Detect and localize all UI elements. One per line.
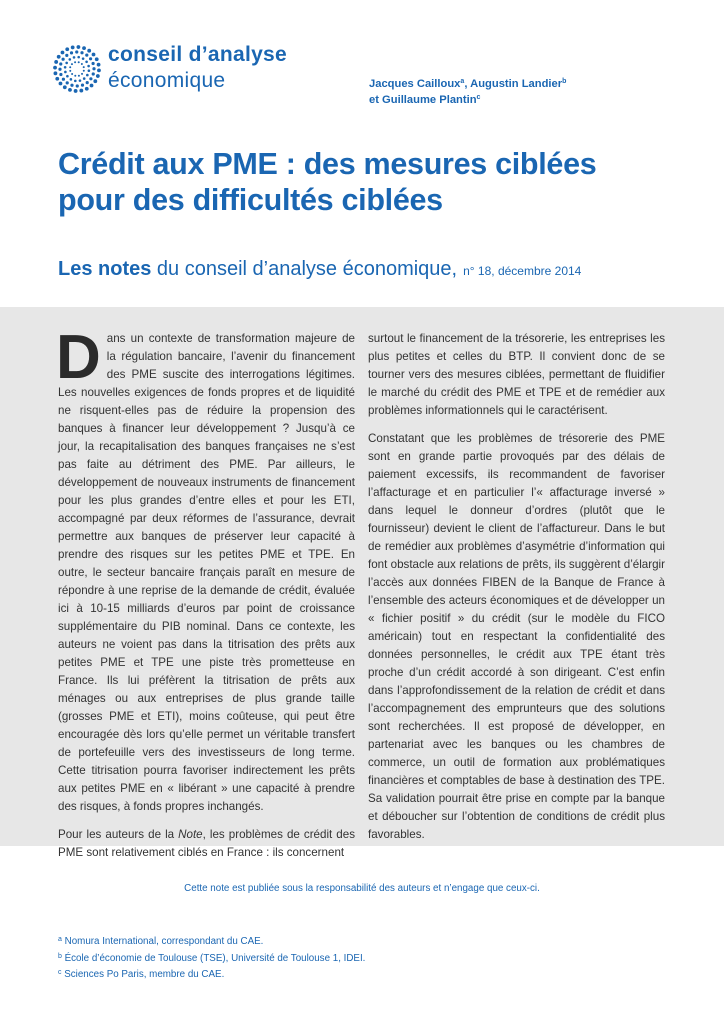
logo-dot bbox=[95, 57, 99, 61]
series-heading bbox=[58, 258, 581, 281]
footnote bbox=[58, 934, 365, 951]
footnotes bbox=[58, 934, 365, 984]
logo-dot bbox=[78, 75, 80, 77]
logo-dot bbox=[62, 58, 65, 61]
logo-dot bbox=[73, 56, 76, 59]
logo-dot bbox=[74, 80, 77, 83]
logo-dot bbox=[93, 79, 97, 83]
responsibility-notice: Cette note est publiée sous la responsabilité des auteurs et n’engage que ceux-ci. bbox=[184, 883, 540, 894]
logo-dot bbox=[83, 77, 86, 80]
logo-dot bbox=[54, 60, 58, 64]
brand-logotype bbox=[108, 44, 287, 91]
logo-dot bbox=[86, 81, 89, 84]
logo-dot bbox=[81, 73, 83, 75]
logo-dot bbox=[76, 84, 79, 87]
footnote-mark: a bbox=[58, 936, 62, 943]
authors-line-2 bbox=[369, 92, 566, 108]
author-affiliation-mark: a bbox=[460, 78, 465, 85]
footnote-mark: c bbox=[58, 969, 62, 976]
paragraph-text: Pour les auteurs de la bbox=[58, 828, 179, 841]
emphasis-text: Note bbox=[178, 828, 203, 841]
paragraph: surtout le financement de la trésorerie, les entreprises les plus petites et celles du BTP. Il convient donc de se tourner vers des mesures ciblées, permettant de fluidifier le marché du crédit des PME et TPE et de remédier aux problèmes informationnels qui le caractérisent. bbox=[368, 332, 665, 417]
title-line-1: Crédit aux PME : des mesures ciblées bbox=[58, 147, 597, 181]
paragraph bbox=[56, 323, 355, 816]
logo-dot bbox=[70, 84, 73, 87]
logo-dot bbox=[59, 73, 62, 76]
paragraph: Constatant que les problèmes de trésorerie des PME sont en grande partie provoqués par des délais de paiement excessifs, ils recommandent de favoriser l’affacturage et en particulier l’« affacturage inversé » dans lequel le donneur d’ordres (plutôt que le fournisseur) devient le client de l’affactureur. Dans le but de remédier aux problèmes d’asymétrie d’information qui font obstacle aux relations de prêts, ils suggèrent d’élargir l’accès aux données FIBEN de la Banque de France à l’ensemble des acteurs économiques et de développer un « fichier positif » du crédit (sur le modèle du FICO américain) tout en respectant la confidentialité des données personnelles, le crédit aux TPE étant très proche d’un crédit accordé à son dirigeant. C’est enfin dans l’approfondissement de la relation de crédit et dans l’accompagnement des emprunteurs que des solutions sont recherchées. Il est proposé de développer, en partenariat avec les banques ou les chambres de commerce, un outil de formation aux problématiques financières et comptables de base à destination des TPE. Sa validation pourrait être prise en compte par la banque et déboucher sur l’obtention de conditions de crédit plus favorables. bbox=[368, 432, 665, 841]
logo-dot bbox=[92, 53, 96, 57]
logo-dot bbox=[62, 78, 65, 81]
logo-dot bbox=[89, 77, 92, 80]
logo-dot bbox=[83, 66, 85, 68]
logo-dot bbox=[66, 81, 69, 84]
logo-dot bbox=[70, 51, 73, 54]
drop-cap: D bbox=[56, 323, 101, 392]
logo-dot bbox=[80, 51, 83, 54]
series-name-bold: Les notes bbox=[58, 258, 152, 280]
logo-dot bbox=[81, 63, 83, 65]
logo-dot bbox=[57, 55, 61, 59]
logo-dot bbox=[65, 47, 69, 51]
author-name: et Guillaume Plantin bbox=[369, 94, 477, 106]
logo-dot bbox=[64, 66, 67, 69]
paragraph-text: , les problèmes de crédit des PME sont relativement ciblés en France : ils concernent bbox=[58, 828, 355, 859]
logo-dot bbox=[87, 49, 91, 53]
logo-dot bbox=[85, 87, 89, 91]
logo-dot bbox=[66, 75, 69, 78]
logo-dot bbox=[82, 57, 85, 60]
summary-column-right bbox=[368, 330, 665, 854]
logo-dot bbox=[71, 63, 73, 65]
brand-line-2: économique bbox=[108, 69, 226, 92]
footnote bbox=[58, 967, 365, 984]
logo-dot bbox=[58, 68, 61, 71]
logo-dot bbox=[69, 66, 71, 68]
logo-dot bbox=[69, 70, 71, 72]
logo-dot bbox=[71, 73, 73, 75]
logo-dot bbox=[88, 69, 91, 72]
logo-dot bbox=[86, 74, 89, 77]
logo-dot bbox=[97, 69, 101, 73]
logo-dot bbox=[77, 45, 81, 49]
footnote-text: École d’économie de Toulouse (TSE), Université de Toulouse 1, IDEI. bbox=[61, 952, 366, 964]
logo-dot bbox=[59, 82, 63, 86]
logo-dot bbox=[85, 54, 88, 57]
logo-dot bbox=[78, 61, 80, 63]
logo-dot bbox=[91, 62, 94, 65]
author-affiliation-mark: c bbox=[476, 94, 481, 101]
logo-dot bbox=[71, 46, 75, 50]
logo-dot bbox=[82, 46, 86, 50]
logo-dot bbox=[79, 79, 82, 82]
brand-line-1: conseil d’analyse bbox=[108, 43, 288, 66]
logo-dot bbox=[81, 83, 84, 86]
logo-dot bbox=[85, 61, 88, 64]
paragraph bbox=[58, 826, 355, 862]
page-title bbox=[58, 146, 678, 218]
logo-dot bbox=[92, 72, 95, 75]
logo-dot bbox=[97, 63, 101, 67]
sunburst-dots-icon bbox=[52, 44, 102, 94]
logo-dot bbox=[75, 50, 78, 53]
paragraph-text: ans un contexte de transformation majeure de la régulation bancaire, l’avenir du financement des PME suscite des interrogations légitimes. Les nouvelles exigences de fonds propres et de liquidité ne risquent-elles pas de réduire la propension des banques à financer leur développement ? Jusqu’à ce jour, la recapitalisation des banques françaises ne s’est pas faite au détriment des PME. Par ailleurs, le développement de nouveaux instruments de financement pour les plus grandes d’entre elles et pour les ETI, accompagné par deux réformes de l’assurance, devrait permettre aux banques de préserver leur capacité à prendre des risques sur les petites PME et TPE. En outre, le secteur bancaire français paraît en mesure de répondre à une reprise de la demande de crédit, évaluée ici à 10-15 milliards d’euros par point de croissance supplémentaire du PIB nominal. Dans ce contexte, les auteurs ne voient pas dans la titrisation des prêts aux petites PME et TPE une piste très prometteuse en France. Ils lui préfèrent la titrisation de prêts aux ménages ou aux entreprises de plus grande taille (grosses PME et ETI), moins coûteuse, qui peut être encouragée dès lors qu’elle permet un véritable transfert de portefeuille vers des investisseurs de long terme. Cette titrisation pourra favoriser indirectement les prêts aux petites PME en « libérant » une capacité à prendre des risques, à fonds propres inchangés. bbox=[58, 332, 355, 813]
logo-dot bbox=[90, 84, 94, 88]
logo-dot bbox=[74, 89, 78, 93]
logo-dot bbox=[65, 62, 68, 65]
logo-dot bbox=[77, 56, 80, 59]
logo-dot bbox=[61, 51, 65, 55]
issue-number-date: n° 18, décembre 2014 bbox=[463, 264, 582, 278]
logo-dot bbox=[83, 70, 85, 72]
logo-dot bbox=[64, 71, 67, 74]
logo-dot bbox=[59, 62, 62, 65]
series-name: du conseil d’analyse économique, bbox=[151, 258, 458, 280]
logo-dot bbox=[65, 54, 68, 57]
logo-dot bbox=[89, 57, 92, 60]
logo-dot bbox=[92, 67, 95, 70]
title-line-2: pour des difficultés ciblées bbox=[58, 183, 443, 217]
logo-dot bbox=[55, 77, 59, 81]
logo-dot bbox=[79, 89, 83, 93]
footnote bbox=[58, 951, 365, 968]
summary-column-left bbox=[56, 323, 355, 872]
authors bbox=[369, 76, 566, 108]
author-name: , Augustin Landier bbox=[464, 78, 563, 90]
logo-dot bbox=[68, 88, 72, 92]
logo-dot bbox=[96, 74, 100, 78]
logo-dot bbox=[54, 71, 58, 75]
authors-line-1 bbox=[369, 76, 566, 92]
logo-dot bbox=[74, 61, 76, 63]
logo-dot bbox=[53, 66, 57, 70]
logo-dot bbox=[74, 75, 76, 77]
footnote-text: Sciences Po Paris, membre du CAE. bbox=[61, 969, 225, 980]
logo-dot bbox=[69, 58, 72, 61]
author-name: Jacques Cailloux bbox=[369, 78, 461, 90]
logo-dot bbox=[63, 85, 67, 89]
footnote-text: Nomura International, correspondant du CAE. bbox=[61, 936, 264, 947]
logo-dot bbox=[70, 78, 73, 81]
footnote-mark: b bbox=[58, 952, 62, 960]
logo-dot bbox=[87, 65, 90, 68]
author-affiliation-mark: b bbox=[562, 78, 567, 85]
